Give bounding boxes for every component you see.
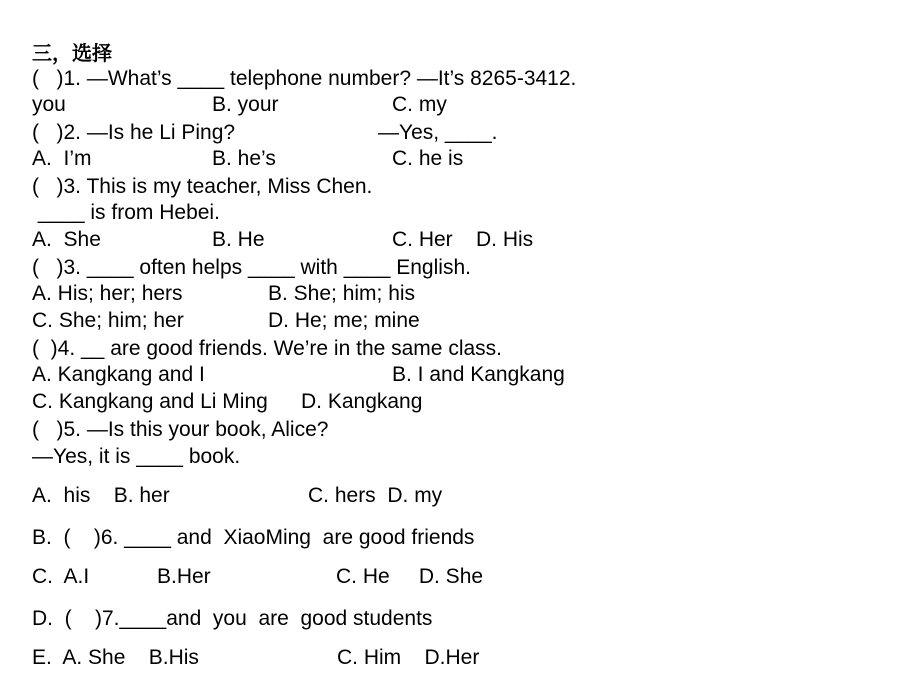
option-text: you <box>32 93 66 116</box>
option-text: C. he is <box>392 147 464 170</box>
option-text: A. I’m <box>32 147 92 170</box>
option-text: A. his B. her <box>32 484 170 507</box>
option-text: A. Kangkang and I <box>32 363 205 386</box>
option-text: C. Her D. His <box>392 228 534 251</box>
option-text: D. Kangkang <box>301 390 423 413</box>
question-line: ____ is from Hebei. <box>32 201 220 224</box>
option-text: C. Him D.Her <box>337 646 480 669</box>
option-text: B. He <box>212 228 265 251</box>
question-line: ( )4. __ are good friends. We’re in the same class. <box>32 337 502 360</box>
option-text: D. He; me; mine <box>268 309 420 332</box>
option-text: C. Kangkang and Li Ming <box>32 390 268 413</box>
option-text: C. He D. She <box>336 565 484 588</box>
section-heading: 三，选择 <box>32 43 112 65</box>
question-line: ( )3. This is my teacher, Miss Chen. <box>32 175 373 198</box>
option-text: C. my <box>392 93 447 116</box>
question-line: ( )2. —Is he Li Ping? <box>32 121 236 144</box>
question-line: B. ( )6. ____ and XiaoMing are good friends <box>32 526 475 549</box>
question-line: ( )5. —Is this your book, Alice? <box>32 418 329 441</box>
question-line: ( )3. ____ often helps ____ with ____ English. <box>32 256 471 279</box>
option-text: C. A.I <box>32 565 90 588</box>
option-text: B. I and Kangkang <box>392 363 565 386</box>
question-line: ( )1. —What’s ____ telephone number? —It’s 8265-3412. <box>32 67 577 90</box>
option-text: B. he’s <box>212 147 276 170</box>
answer-line: —Yes, ____. <box>378 121 498 144</box>
option-text: A. His; her; hers <box>32 282 183 305</box>
option-text: E. A. She B.His <box>32 646 199 669</box>
option-text: B. She; him; his <box>268 282 416 305</box>
option-text: A. She <box>32 228 101 251</box>
question-line: D. ( )7.____and you are good students <box>32 607 433 630</box>
option-text: B. your <box>212 93 279 116</box>
option-text: C. She; him; her <box>32 309 184 332</box>
option-text: B.Her <box>157 565 211 588</box>
option-text: C. hers D. my <box>308 484 443 507</box>
question-line: —Yes, it is ____ book. <box>32 445 241 468</box>
